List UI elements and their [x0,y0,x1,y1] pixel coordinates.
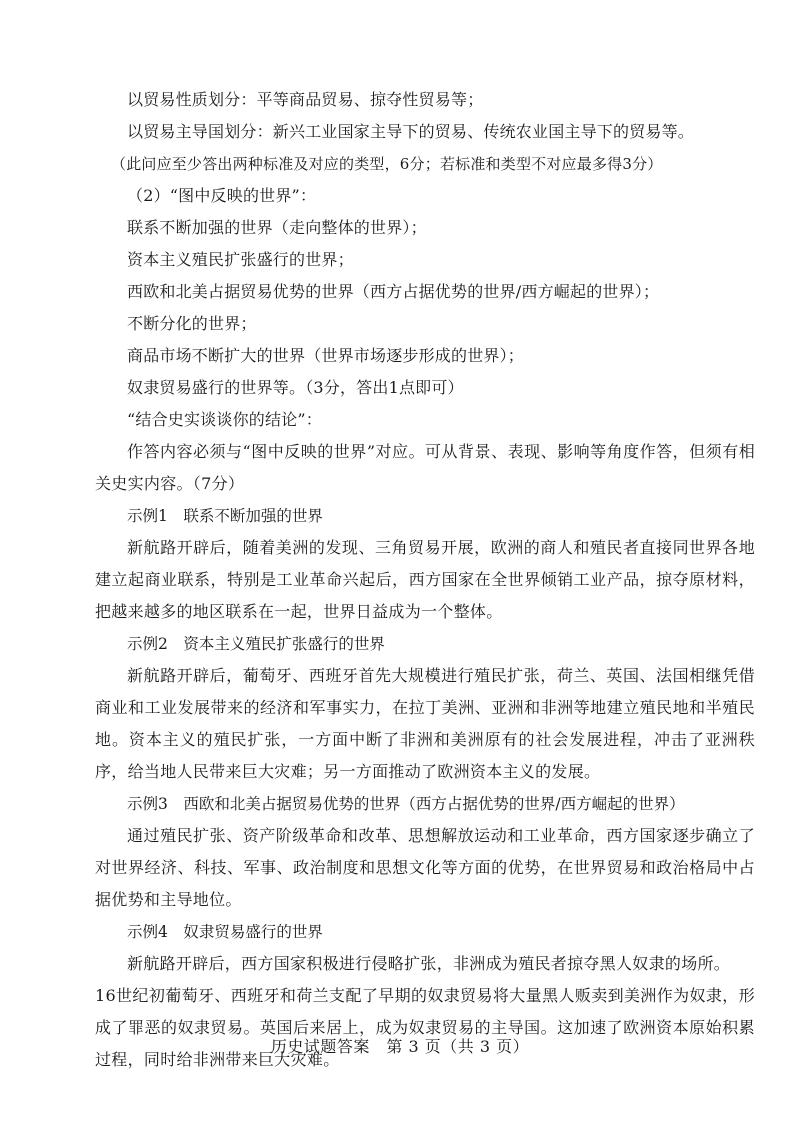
example-2-label: 示例2 资本主义殖民扩张盛行的世界 [127,635,385,653]
example-1-text: 新航路开辟后，随着美洲的发现、三角贸易开展，欧洲的商人和殖民者直接同世界各地建立起商业联系，特别是工业革命兴起后，西方国家在全世界倾销工业产品，掠夺原材料，把越来越多的地区联系在一起，世界日益成为一个整体。 [95,538,755,621]
trade-nature-line: 以贸易性质划分：平等商品贸易、掠夺性贸易等； [127,90,484,109]
trade-leader-line: 以贸易主导国划分：新兴工业国家主导下的贸易、传统农业国主导下的贸易等。 [127,122,695,141]
example-4-text-first: 新航路开辟后，西方国家积极进行侵略扩张，非洲成为殖民者掠夺黑人奴隶的场所。 [127,954,731,973]
scoring-note-1: （此问应至少答出两种标准及对应的类型，6分；若标准和类型不对应最多得3分） [111,155,663,173]
example-1-label: 示例1 联系不断加强的世界 [127,507,323,525]
part2-heading: （2）“图中反映的世界”： [127,186,317,205]
world-item: 商品市场不断扩大的世界（世界市场逐步形成的世界）； [127,346,525,365]
world-item: 奴隶贸易盛行的世界等。（3分，答出1点即可） [127,378,464,397]
world-item: 不断分化的世界； [127,314,257,333]
world-item: 西欧和北美占据贸易优势的世界（西方占据优势的世界/西方崛起的世界）； [127,282,660,301]
example-3-text: 通过殖民扩张、资产阶级革命和改革、思想解放运动和工业革命，西方国家逐步确立了对世界经济、科技、军事、政治制度和思想文化等方面的优势，在世界贸易和政治格局中占据优势和主导地位。 [95,826,755,909]
answer-content [95,84,755,1076]
example-4-text-rest: 16世纪初葡萄牙、西班牙和荷兰支配了早期的奴隶贸易将大量黑人贩卖到美洲作为奴隶，形成了罪恶的奴隶贸易。英国后来居上，成为奴隶贸易的主导国。这加速了欧洲资本原始积累过程，同时给非洲带来巨大灾难。 [95,986,755,1069]
conclusion-text: 作答内容必须与“图中反映的世界”对应。可从背景、表现、影响等角度作答，但须有相关史实内容。（7分） [95,442,755,493]
example-4-label: 示例4 奴隶贸易盛行的世界 [127,923,323,941]
world-item: 联系不断加强的世界（走向整体的世界）； [127,218,427,237]
conclusion-heading: “结合史实谈谈你的结论”： [127,410,322,429]
world-item: 资本主义殖民扩张盛行的世界； [127,250,354,269]
example-3-label: 示例3 西欧和北美占据贸易优势的世界（西方占据优势的世界/西方崛起的世界） [127,795,685,813]
page-footer: 历史试题答案 第 3 页（共 3 页） [270,1037,530,1056]
example-2-text: 新航路开辟后，葡萄牙、西班牙首先大规模进行殖民扩张，荷兰、英国、法国相继凭借商业和工业发展带来的经济和军事实力，在拉丁美洲、亚洲和非洲等地建立殖民地和半殖民地。资本主义的殖民扩张，一方面中断了非洲和美洲原有的社会发展进程，冲击了亚洲秩序，给当地人民带来巨大灾难；另一方面推动了欧洲资本主义的发展。 [95,666,755,781]
